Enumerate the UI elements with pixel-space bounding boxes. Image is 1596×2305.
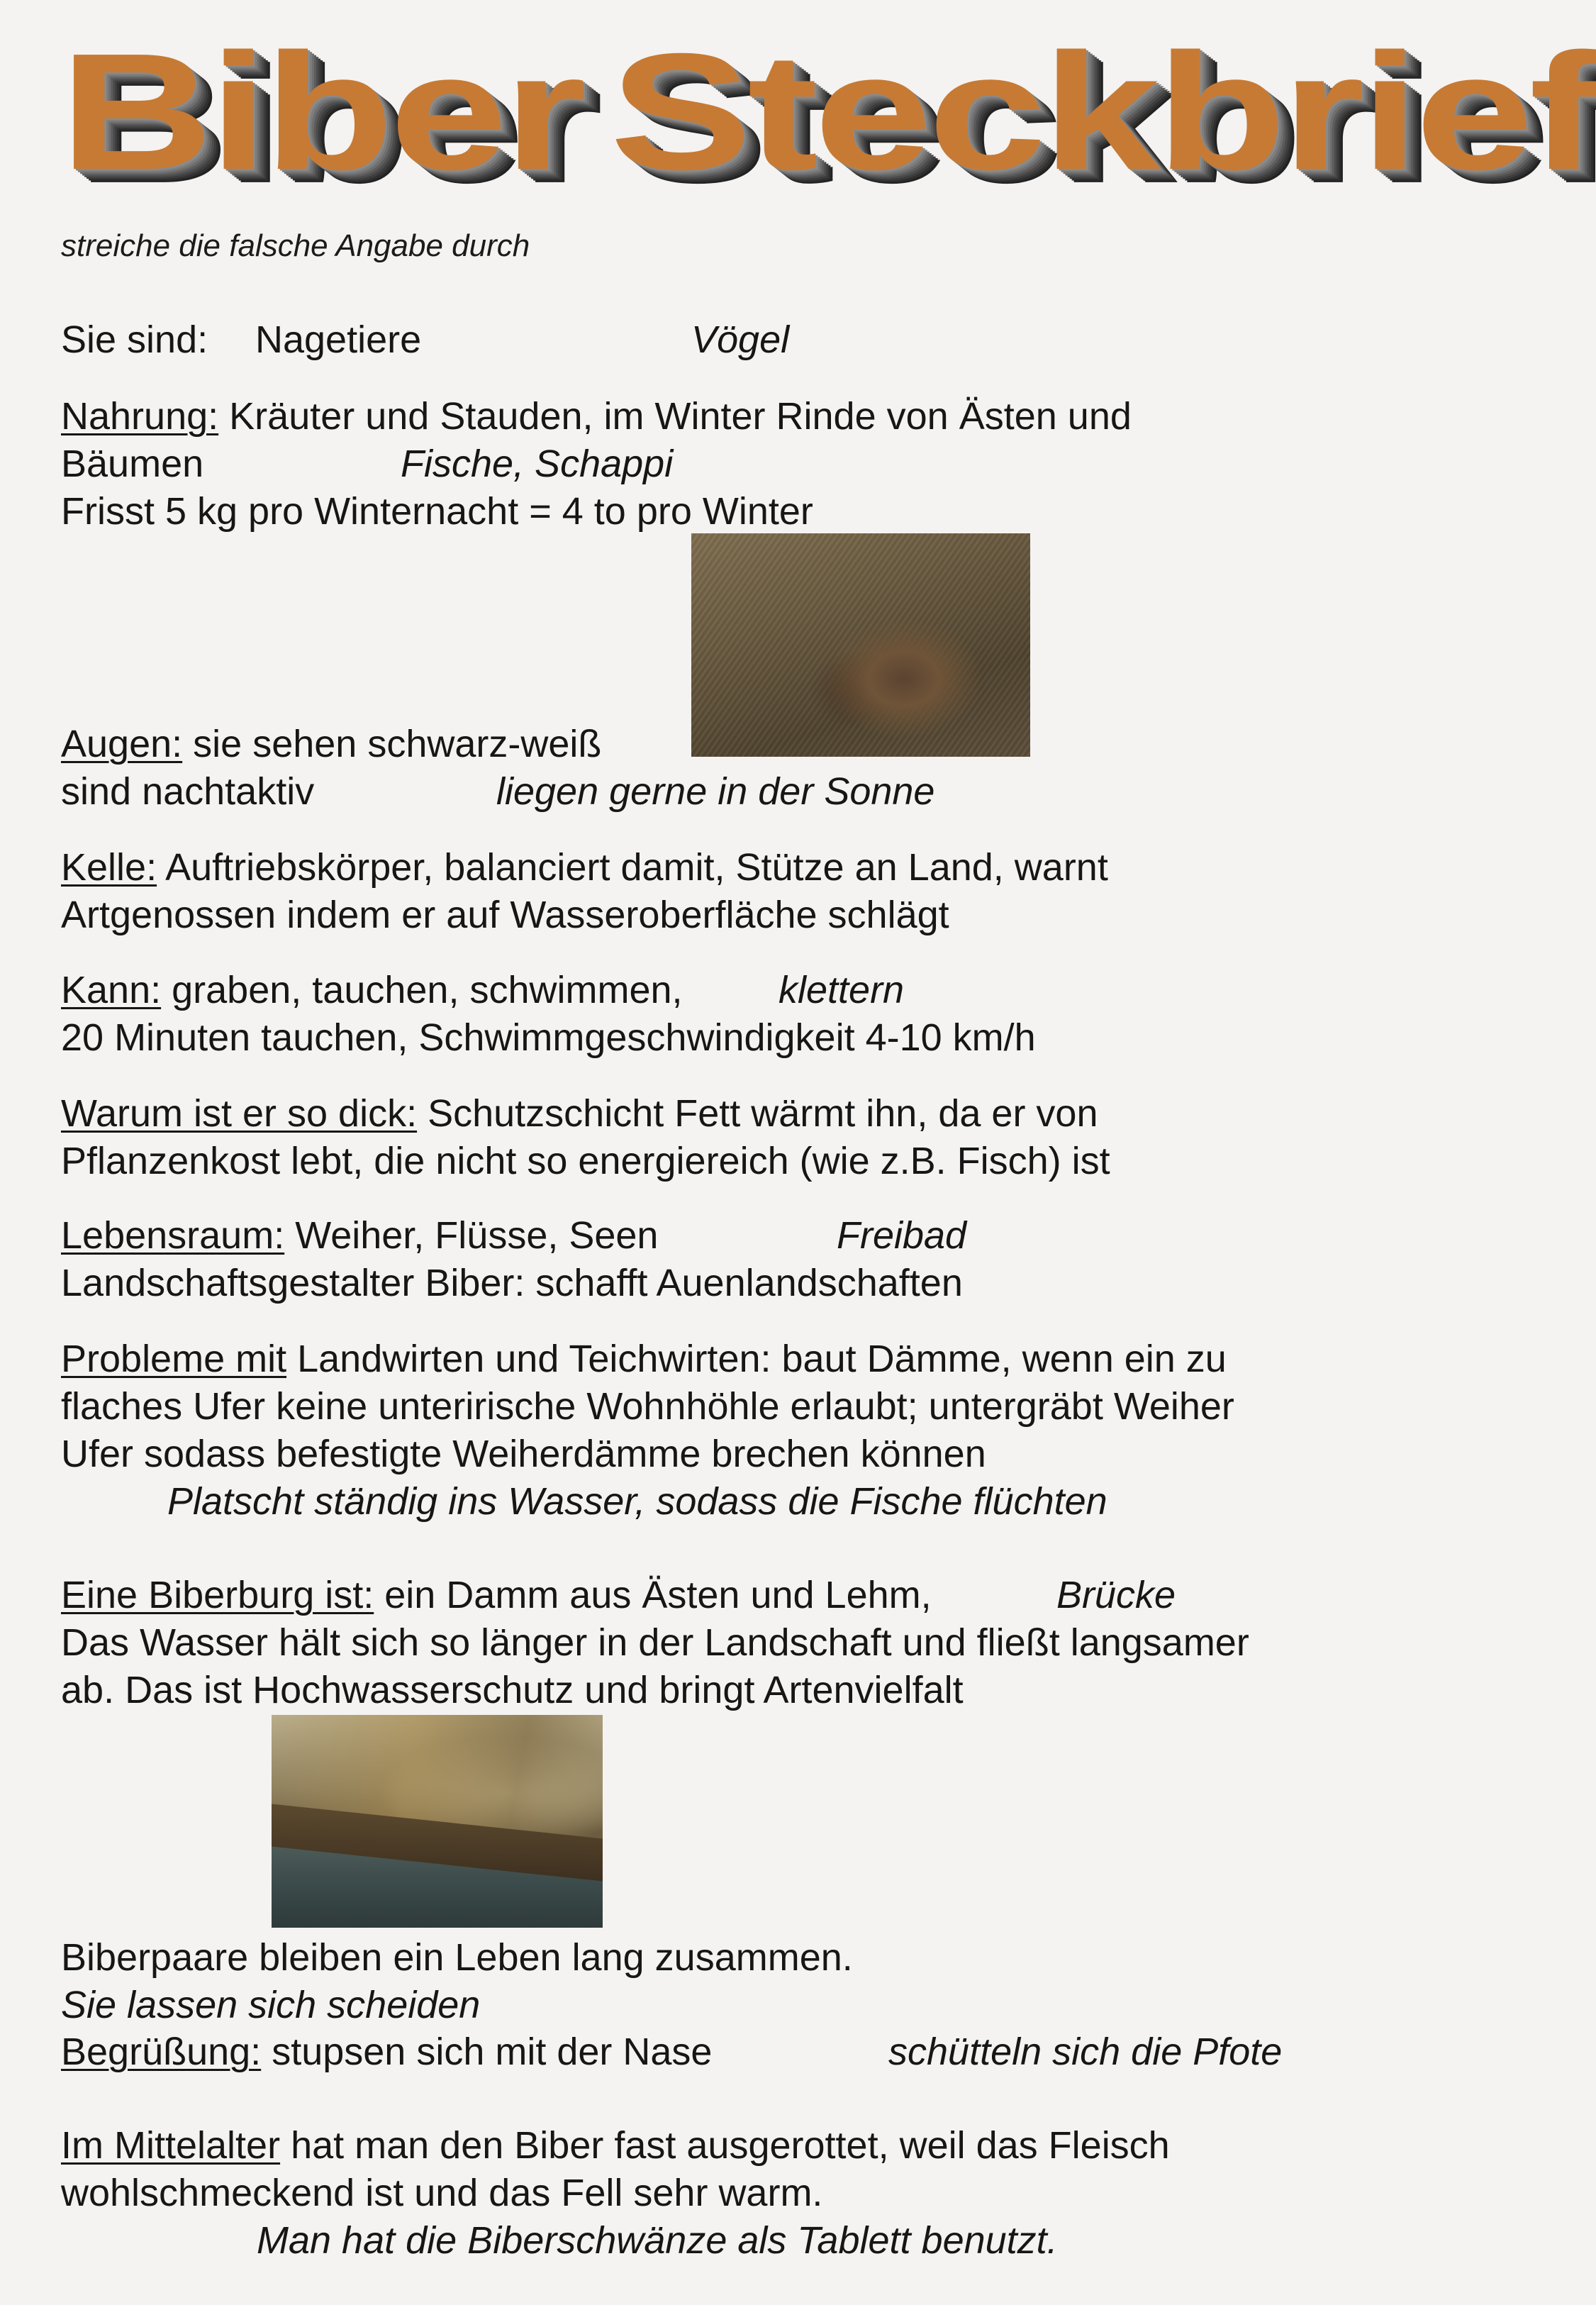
mittelalter-line-2: wohlschmeckend ist und das Fell sehr warm. <box>61 2172 823 2214</box>
sie-sind-correct: Nagetiere <box>255 318 422 361</box>
kann-label: Kann: <box>61 969 162 1011</box>
lebensraum-line-1 <box>61 1216 658 1255</box>
kelle-line-2: Artgenossen indem er auf Wasseroberfläche schlägt <box>61 894 949 936</box>
lebensraum-label: Lebensraum: <box>61 1214 285 1257</box>
augen-line-1 <box>61 725 601 763</box>
lodge-mound <box>272 1804 603 1881</box>
probleme-line-2: flaches Ufer keine unterirische Wohnhöhle erlaubt; untergräbt Weiher <box>61 1385 1234 1428</box>
nahrung-text-1: Kräuter und Stauden, im Winter Rinde von Ästen und <box>218 395 1132 438</box>
kelle-text-1: Auftriebskörper, balanciert damit, Stütze an Land, warnt <box>157 846 1108 889</box>
mittelalter-line-1 <box>61 2126 1170 2165</box>
nahrung-wrong: Fische, Schappi <box>401 443 674 485</box>
warum-line-2: Pflanzenkost lebt, die nicht so energiereich (wie z.B. Fisch) ist <box>61 1140 1110 1182</box>
instruction-text: streiche die falsche Angabe durch <box>61 228 530 263</box>
kann-text-1: graben, tauchen, schwimmen, <box>161 969 683 1011</box>
mittelalter-text-1: hat man den Biber fast ausgerottet, weil das Fleisch <box>280 2124 1170 2167</box>
biberburg-text-1: ein Damm aus Ästen und Lehm, <box>374 1574 932 1616</box>
kann-line-2: 20 Minuten tauchen, Schwimmgeschwindigkeit 4-10 km/h <box>61 1016 1036 1059</box>
biberburg-wrong: Brücke <box>1056 1574 1176 1616</box>
augen-wrong: liegen gerne in der Sonne <box>496 770 935 813</box>
nahrung-label: Nahrung: <box>61 395 219 438</box>
begruessung-text-1: stupsen sich mit der Nase <box>261 2031 713 2073</box>
biberburg-line-1 <box>61 1576 932 1614</box>
beaver-lodge-photo <box>272 1715 603 1928</box>
mittelalter-label: Im Mittelalter <box>61 2124 281 2167</box>
augen-text-1: sie sehen schwarz-weiß <box>182 723 602 765</box>
probleme-line-1 <box>61 1340 1227 1378</box>
kelle-line-1 <box>61 848 1108 887</box>
biberburg-label: Eine Biberburg ist: <box>61 1574 374 1616</box>
kelle-label: Kelle: <box>61 846 157 889</box>
lebensraum-line-2: Landschaftsgestalter Biber: schafft Auenlandschaften <box>61 1262 963 1304</box>
kann-wrong: klettern <box>779 969 905 1011</box>
begruessung-wrong: schütteln sich die Pfote <box>888 2031 1283 2073</box>
kann-line-1 <box>61 971 683 1009</box>
sie-sind-line <box>61 318 208 361</box>
biberpaare-line-1: Biberpaare bleiben ein Leben lang zusammen. <box>61 1936 853 1979</box>
sie-sind-label: Sie sind: <box>61 318 208 361</box>
biberpaare-wrong: Sie lassen sich scheiden <box>61 1984 481 2026</box>
biberburg-line-2: Das Wasser hält sich so länger in der Landschaft und fließt langsamer <box>61 1621 1249 1664</box>
nahrung-line-2: Bäumen <box>61 443 204 485</box>
augen-label: Augen: <box>61 723 183 765</box>
probleme-label: Probleme mit <box>61 1338 287 1380</box>
probleme-text-1: Landwirten und Teichwirten: baut Dämme, wenn ein zu <box>286 1338 1227 1380</box>
lebensraum-text-1: Weiher, Flüsse, Seen <box>284 1214 659 1257</box>
begruessung-label: Begrüßung: <box>61 2031 262 2073</box>
sie-sind-wrong: Vögel <box>691 318 790 361</box>
title-biber: Biber <box>60 18 582 205</box>
nahrung-line-1 <box>61 395 1132 438</box>
warum-label: Warum ist er so dick: <box>61 1092 418 1135</box>
biberburg-line-3: ab. Das ist Hochwasserschutz und bringt Artenvielfalt <box>61 1669 964 1711</box>
probleme-line-3: Ufer sodass befestigte Weiherdämme brechen können <box>61 1433 986 1475</box>
title-steckbrief: Steckbrief <box>610 18 1596 205</box>
probleme-wrong: Platscht ständig ins Wasser, sodass die Fische flüchten <box>167 1480 1107 1523</box>
warum-line-1 <box>61 1094 1098 1133</box>
begruessung-line <box>61 2033 712 2071</box>
lebensraum-wrong: Freibad <box>837 1214 967 1257</box>
warum-text-1: Schutzschicht Fett wärmt ihn, da er von <box>417 1092 1098 1135</box>
mittelalter-wrong: Man hat die Biberschwänze als Tablett benutzt. <box>257 2219 1058 2262</box>
augen-line-2: sind nachtaktiv <box>61 770 315 813</box>
beaver-photo <box>691 533 1030 757</box>
nahrung-line-3: Frisst 5 kg pro Winternacht = 4 to pro Winter <box>61 490 813 533</box>
